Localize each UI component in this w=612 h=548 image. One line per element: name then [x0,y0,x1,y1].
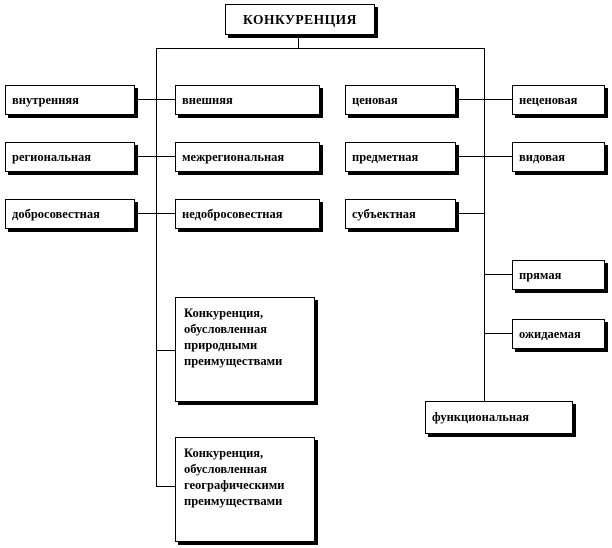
connector-row3-left [135,213,175,214]
node-geographic-advantages: Конкуренция, обусловленная географическими преимуществами [175,437,315,542]
connector-right-trunk [484,48,485,401]
node-interregional: межрегиональная [175,142,320,172]
connector-expected-right [484,333,512,334]
connector-top-horizontal [156,48,484,49]
connector-row1-right [456,99,512,100]
connector-row3-right [456,213,484,214]
node-unfair: недобросовестная [175,199,320,229]
connector-row1-left [135,99,175,100]
node-species: видовая [512,142,605,172]
node-regional: региональная [5,142,135,172]
node-fair: добросовестная [5,199,135,229]
node-natural-advantages: Конкуренция, обусловленная природными преимуществами [175,297,315,402]
connector-left-trunk [156,48,157,486]
node-direct: прямая [512,260,605,290]
node-external: внешняя [175,85,320,115]
connector-geographic-left [156,486,175,487]
connector-row2-right [456,156,512,157]
node-internal: внутренняя [5,85,135,115]
connector-natural-left [156,350,175,351]
connector-top-from-title [298,35,299,49]
diagram-title: КОНКУРЕНЦИЯ [225,4,375,35]
node-price: ценовая [345,85,456,115]
connector-row2-left [135,156,175,157]
node-non-price: неценовая [512,85,605,115]
connector-direct-right [484,274,512,275]
node-functional: функциональная [425,401,573,434]
node-subjective: субъектная [345,199,456,229]
node-subject: предметная [345,142,456,172]
node-expected: ожидаемая [512,319,605,349]
